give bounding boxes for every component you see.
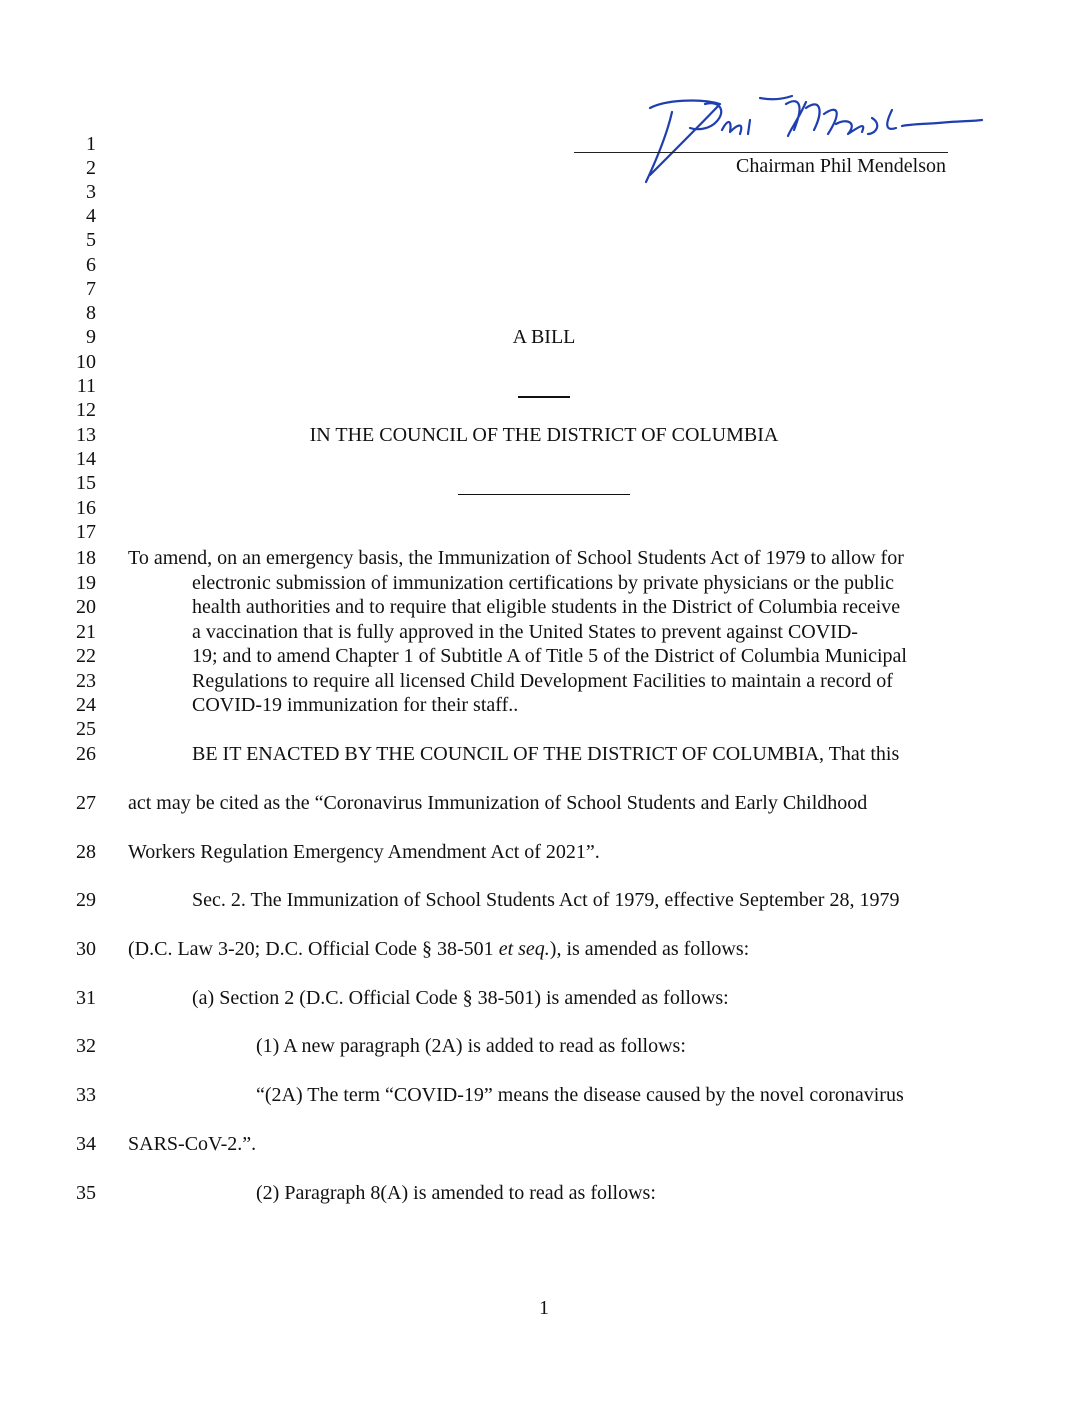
purpose-line: COVID-19 immunization for their staff.. <box>192 694 519 716</box>
line-number: 17 <box>76 521 96 543</box>
citation-italic: et seq. <box>498 938 550 960</box>
signer-title: Chairman Phil Mendelson <box>736 155 946 177</box>
line-number: 25 <box>76 718 96 740</box>
line-number: 23 <box>76 670 96 692</box>
line-number: 11 <box>76 375 96 397</box>
line-number: 35 <box>76 1182 96 1204</box>
line-number: 34 <box>76 1133 96 1155</box>
line-number: 19 <box>76 572 96 594</box>
line-number: 31 <box>76 987 96 1009</box>
page-number: 1 <box>539 1297 549 1319</box>
council-heading: IN THE COUNCIL OF THE DISTRICT OF COLUMBIA <box>309 424 779 446</box>
paragraph-1: (1) A new paragraph (2A) is added to read as follows: <box>256 1035 686 1057</box>
line-number: 18 <box>76 547 96 569</box>
purpose-line: a vaccination that is fully approved in the United States to prevent against COVID- <box>192 621 858 643</box>
line-number: 33 <box>76 1084 96 1106</box>
body-line <box>128 937 749 961</box>
line-number: 9 <box>86 326 96 348</box>
line-number: 27 <box>76 792 96 814</box>
line-number: 6 <box>86 254 96 276</box>
body-line: Workers Regulation Emergency Amendment Act of 2021”. <box>128 841 600 863</box>
definition-2a: “(2A) The term “COVID-19” means the disease caused by the novel coronavirus <box>256 1084 904 1106</box>
bill-title: A BILL <box>512 326 576 348</box>
council-rule <box>458 494 630 495</box>
line-number: 28 <box>76 841 96 863</box>
line-number: 12 <box>76 399 96 421</box>
line-number: 30 <box>76 938 96 960</box>
paragraph-2: (2) Paragraph 8(A) is amended to read as follows: <box>256 1182 656 1204</box>
line-number: 3 <box>86 181 96 203</box>
subsection-a: (a) Section 2 (D.C. Official Code § 38-501) is amended as follows: <box>192 987 729 1009</box>
purpose-line: 19; and to amend Chapter 1 of Subtitle A of Title 5 of the District of Columbia Municipal <box>192 645 907 667</box>
body-line: SARS-CoV-2.”. <box>128 1133 257 1155</box>
line-number: 26 <box>76 743 96 765</box>
citation-text: (D.C. Law 3-20; D.C. Official Code § 38-501 <box>128 938 499 960</box>
enacting-clause: BE IT ENACTED BY THE COUNCIL OF THE DISTRICT OF COLUMBIA, That this <box>192 743 900 765</box>
purpose-line: health authorities and to require that eligible students in the District of Columbia receive <box>192 596 901 618</box>
line-number: 13 <box>76 424 96 446</box>
line-number: 20 <box>76 596 96 618</box>
purpose-line: To amend, on an emergency basis, the Immunization of School Students Act of 1979 to allow for <box>128 547 904 569</box>
purpose-line: electronic submission of immunization certifications by private physicians or the public <box>192 572 895 594</box>
body-line: act may be cited as the “Coronavirus Immunization of School Students and Early Childhood <box>128 792 868 814</box>
line-number: 7 <box>86 278 96 300</box>
purpose-line: Regulations to require all licensed Child Development Facilities to maintain a record of <box>192 670 893 692</box>
line-number: 14 <box>76 448 96 470</box>
line-number: 8 <box>86 302 96 324</box>
line-number: 29 <box>76 889 96 911</box>
line-number: 10 <box>76 351 96 373</box>
line-number: 24 <box>76 694 96 716</box>
line-number: 15 <box>76 472 96 494</box>
line-number: 4 <box>86 205 96 227</box>
line-number: 5 <box>86 229 96 251</box>
line-number: 32 <box>76 1035 96 1057</box>
line-number: 2 <box>86 157 96 179</box>
title-rule <box>518 396 570 398</box>
line-number: 1 <box>86 133 96 155</box>
signature-line <box>574 152 948 153</box>
section-heading: Sec. 2. The Immunization of School Students Act of 1979, effective September 28, 1979 <box>192 889 900 911</box>
line-number: 21 <box>76 621 96 643</box>
line-number: 22 <box>76 645 96 667</box>
line-number: 16 <box>76 497 96 519</box>
citation-text-end: ), is amended as follows: <box>549 938 750 960</box>
